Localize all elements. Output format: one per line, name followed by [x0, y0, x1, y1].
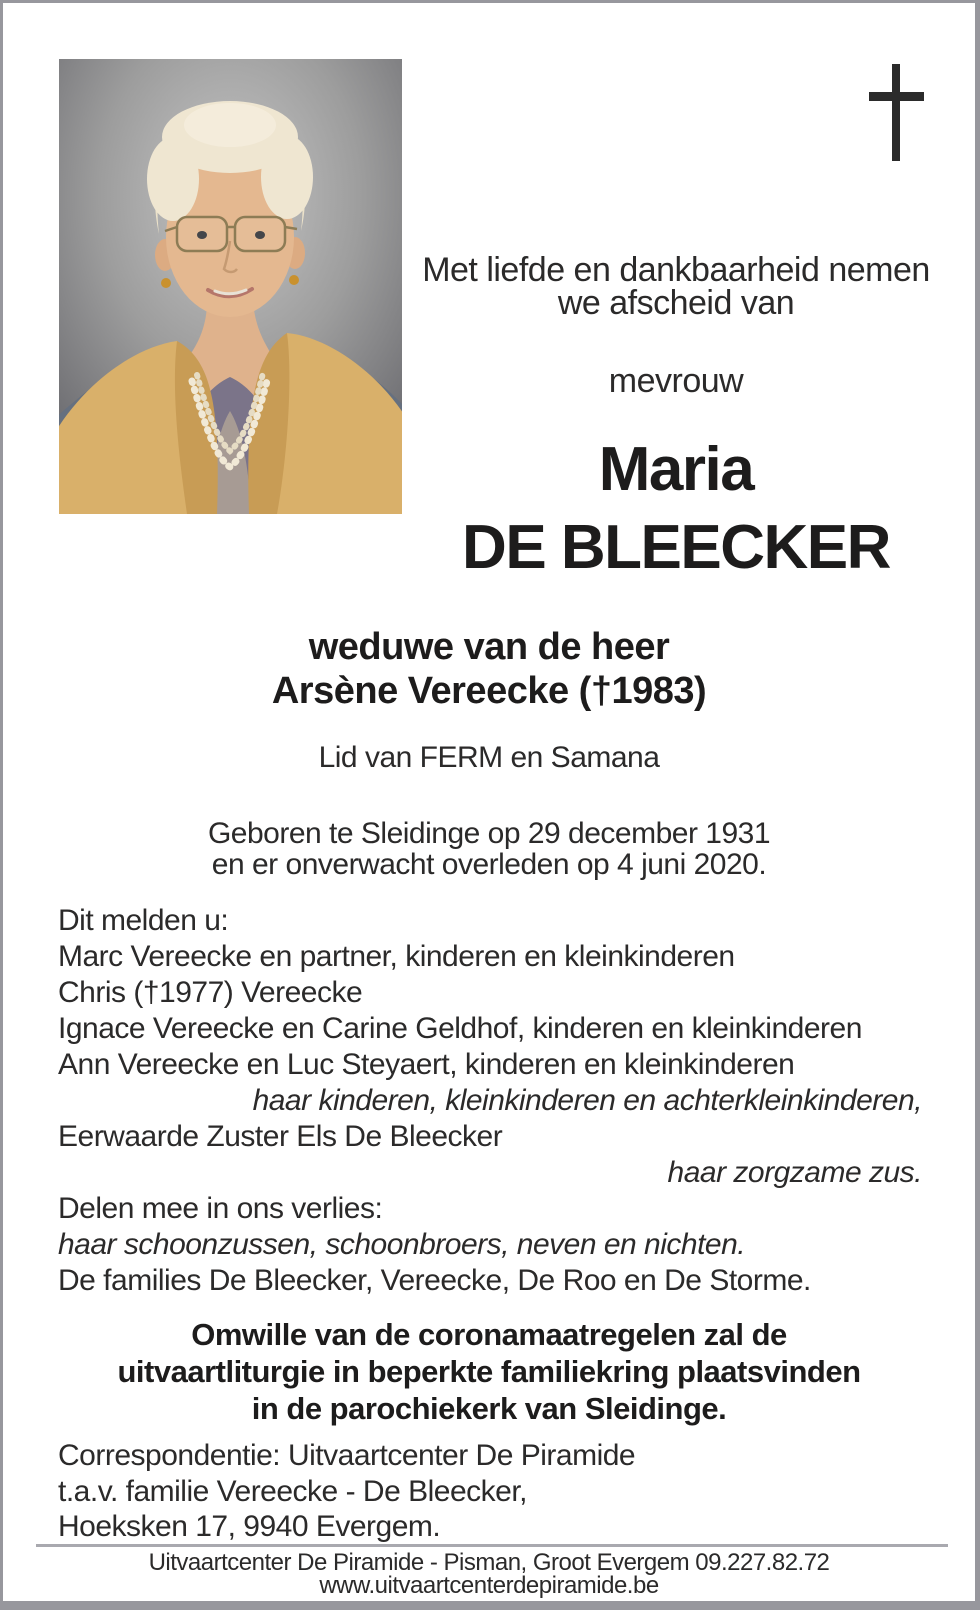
covid-line-2: uitvaartliturgie in beperkte familiekring plaatsvinden	[117, 1354, 861, 1389]
relative-role-line: haar schoonzussen, schoonbroers, neven en nichten.	[58, 1228, 746, 1261]
portrait-illustration	[59, 59, 402, 514]
footer-divider	[36, 1544, 948, 1547]
widow-line-1: weduwe van de heer	[308, 626, 670, 668]
relatives-heading: Dit melden u:	[58, 904, 229, 937]
deceased-first-name: Maria	[598, 435, 754, 504]
relatives-block	[58, 903, 922, 1299]
funeral-home-website: www.uitvaartcenterdepiramide.be	[319, 1572, 659, 1599]
widow-line-2: Arsène Vereecke (†1983)	[271, 670, 707, 712]
relatives-subheading: Delen mee in ons verlies:	[58, 1192, 383, 1225]
relative-line: Ignace Vereecke en Carine Geldhof, kinderen en kleinkinderen	[58, 1012, 862, 1045]
covid-line-1: Omwille van de coronamaatregelen zal de	[191, 1317, 787, 1352]
relative-role-line: haar kinderen, kleinkinderen en achterkleinkinderen,	[252, 1084, 922, 1117]
cross-icon	[863, 61, 925, 163]
covid-line-3: in de parochiekerk van Sleidinge.	[251, 1391, 727, 1426]
correspondence-block	[58, 1438, 938, 1545]
deceased-last-name: DE BLEECKER	[462, 513, 890, 582]
correspondence-line-2: t.a.v. familie Vereecke - De Bleecker,	[58, 1474, 527, 1508]
intro-text	[402, 251, 950, 322]
correspondence-line-3: Hoeksken 17, 9940 Evergem.	[58, 1510, 441, 1543]
intro-line-2: we afscheid van	[557, 284, 795, 322]
relative-line: Chris (†1977) Vereecke	[58, 976, 363, 1009]
portrait-photo	[59, 59, 402, 514]
funeral-home-contact: Uitvaartcenter De Piramide - Pisman, Groot Evergem 09.227.82.72	[148, 1549, 830, 1576]
intro-line-1: Met liefde en dankbaarheid nemen	[422, 251, 930, 289]
death-line: en er onverwacht overleden op 4 juni 2020.	[211, 848, 767, 881]
relative-line: Ann Vereecke en Luc Steyaert, kinderen en kleinkinderen	[58, 1048, 795, 1081]
salutation: mevrouw	[608, 362, 744, 400]
correspondence-line-1: Correspondentie: Uitvaartcenter De Piramide	[58, 1439, 636, 1472]
deceased-name	[402, 431, 950, 587]
birth-line: Geboren te Sleidinge op 29 december 1931	[207, 817, 771, 850]
birth-death-block	[3, 818, 975, 880]
families-line: De families De Bleecker, Vereecke, De Roo en De Storme.	[58, 1264, 811, 1297]
relative-line: Marc Vereecke en partner, kinderen en kleinkinderen	[58, 940, 735, 973]
funeral-home-footer	[3, 1551, 975, 1597]
relative-role-line: haar zorgzame zus.	[667, 1156, 922, 1189]
membership-line: Lid van FERM en Samana	[318, 741, 660, 774]
relative-line: Eerwaarde Zuster Els De Bleecker	[58, 1120, 503, 1153]
widow-subtitle	[3, 625, 975, 713]
covid-notice	[3, 1316, 975, 1427]
